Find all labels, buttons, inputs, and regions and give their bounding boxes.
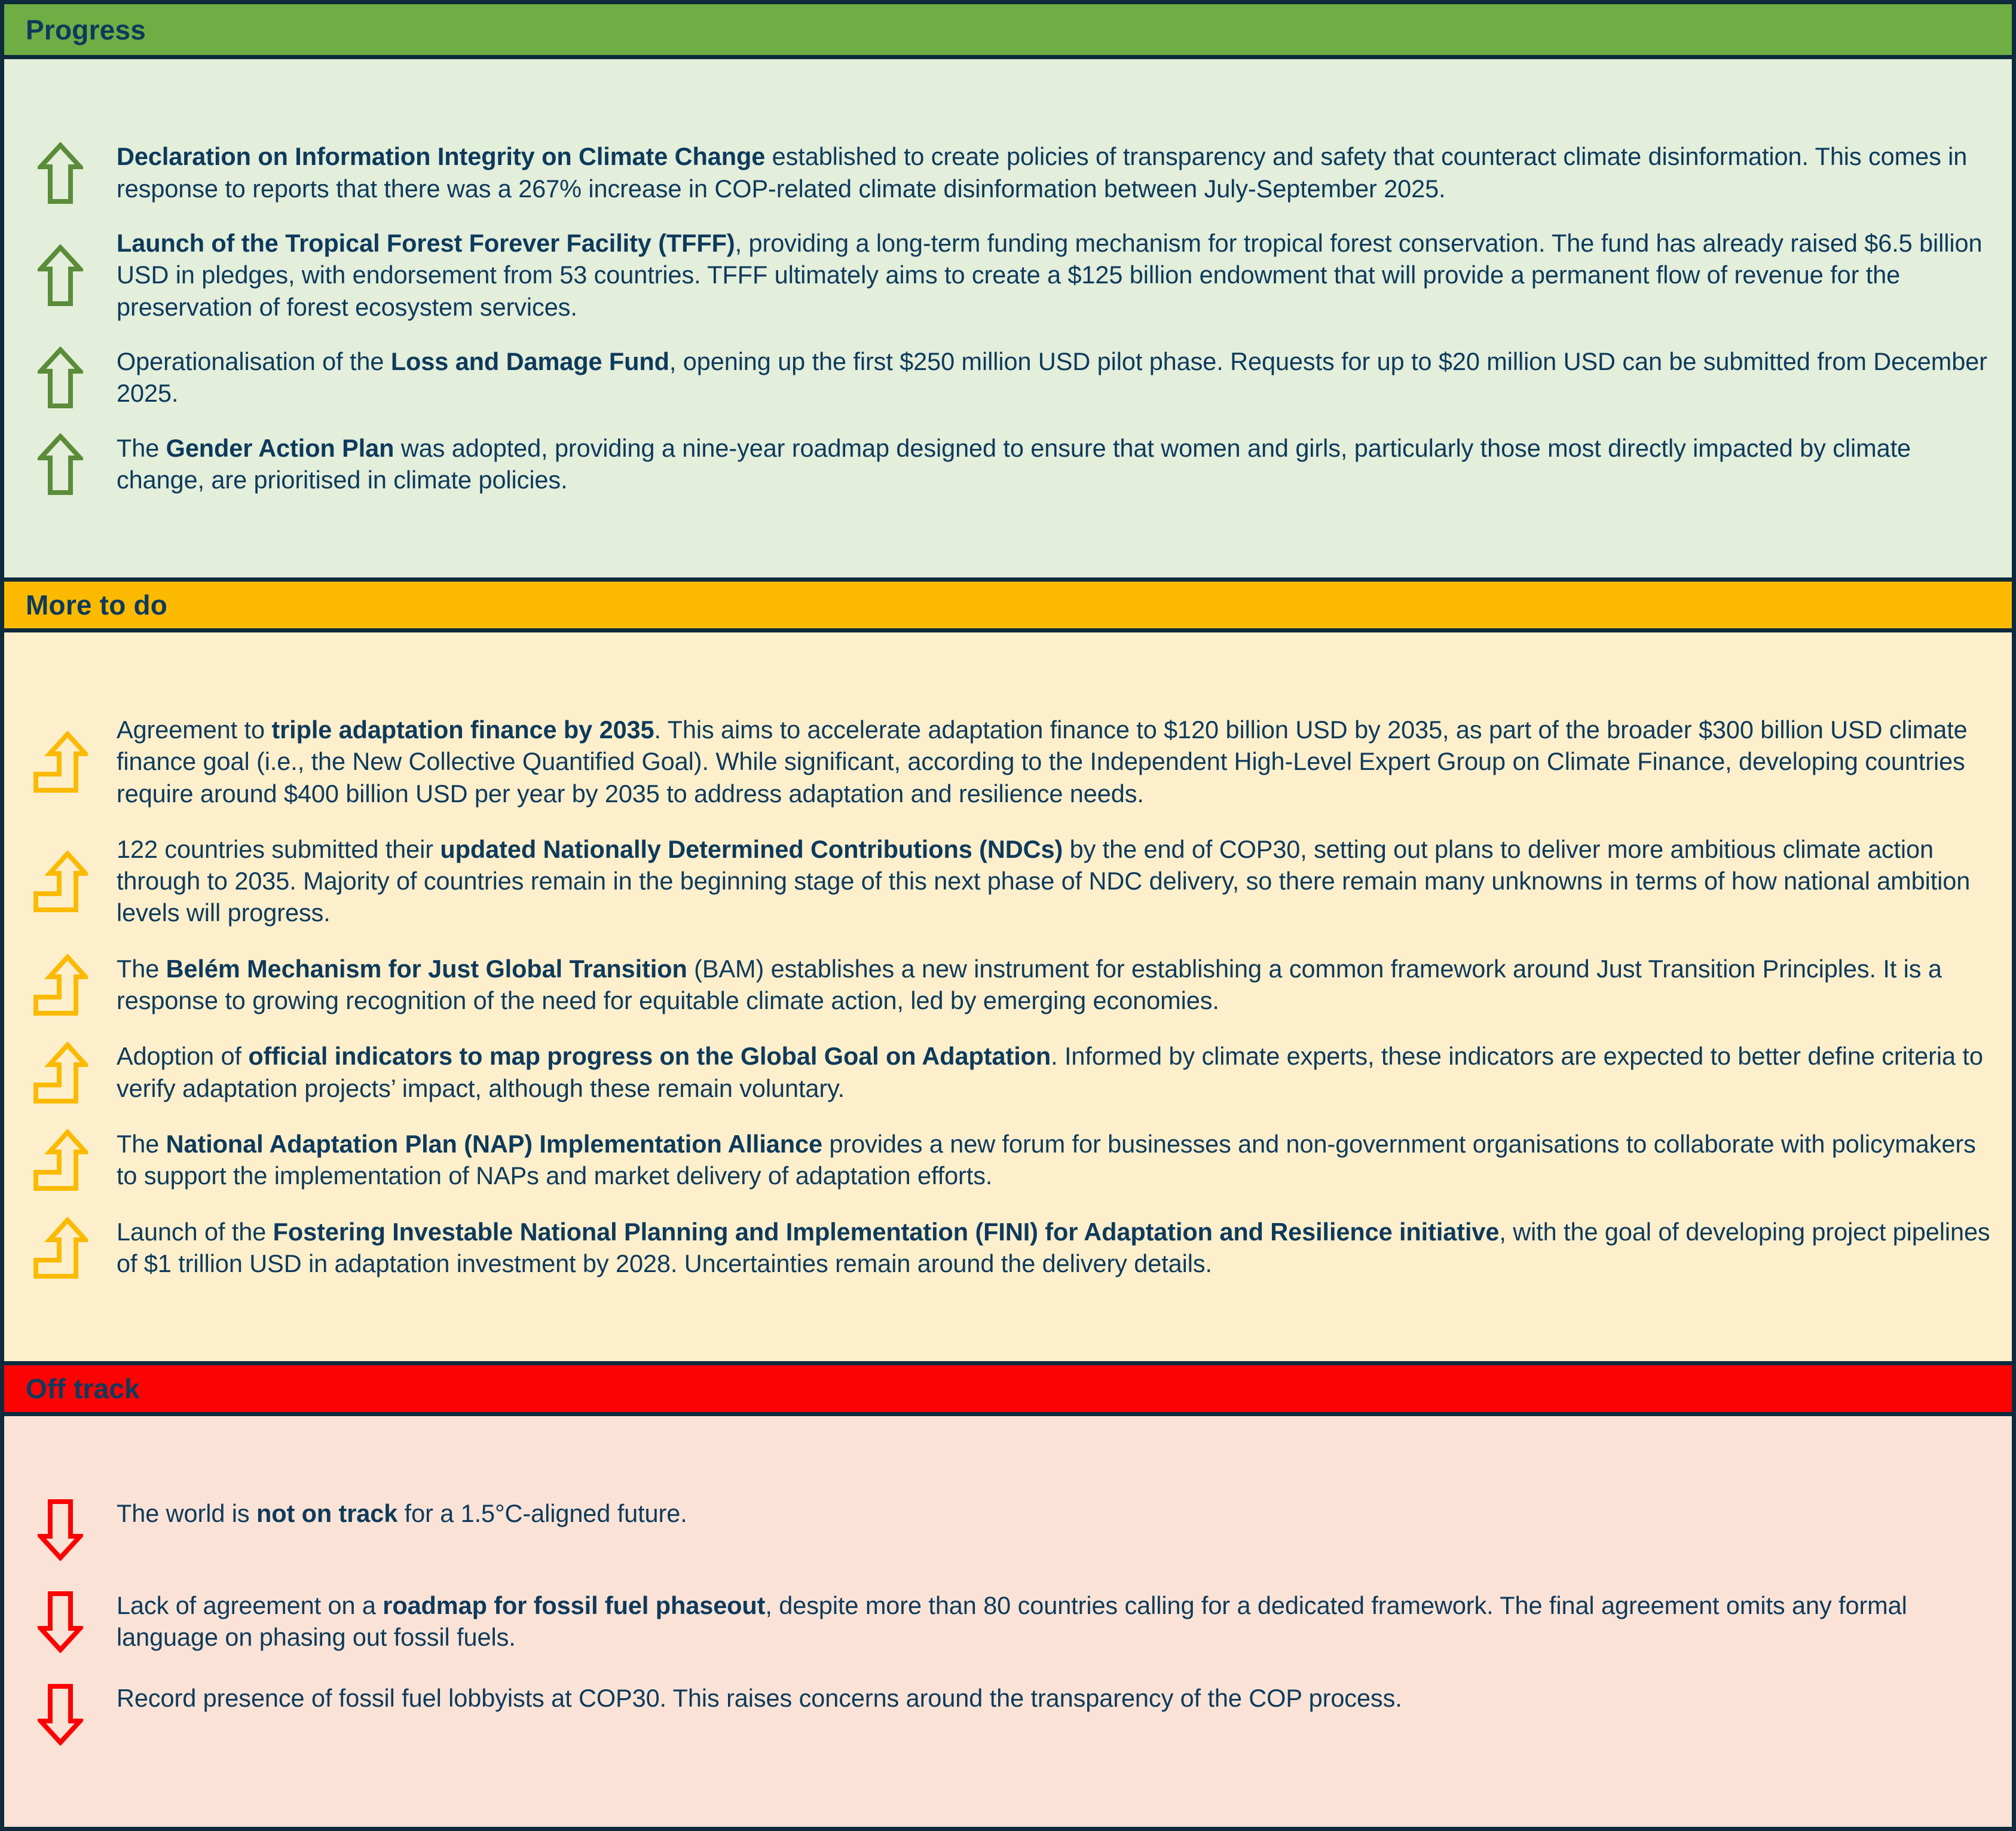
list-item-text	[117, 1128, 1993, 1192]
body-text: Agreement to	[117, 715, 272, 744]
list-item	[4, 1040, 2012, 1104]
body-text: (BAM) establishes a new instrument for establishing a common framework around Just Transition Principles. It is a response to growing recognition of the need for equitable climate action, led by emerging economies.	[117, 954, 1942, 1015]
list-item	[4, 227, 2012, 323]
body-text: , with the goal of developing project pipelines of $1 trillion USD in adaptation investment by 2028. Uncertainties remain around the delivery details.	[117, 1217, 1990, 1277]
body-text: established to create policies of transparency and safety that counteract climate disinformation. This comes in response to reports that there was a 267% increase in COP-related climate disinformation between July-September 2025.	[117, 142, 1968, 203]
emphasis-text: not on track	[256, 1499, 398, 1528]
body-text: Operationalisation of the	[117, 347, 391, 375]
body-text: was adopted, providing a nine-year roadmap designed to ensure that women and girls, particularly those most directly impacted by climate change, are prioritised in climate policies.	[117, 433, 1911, 494]
body-text: Record presence of fossil fuel lobbyists at COP30. This raises concerns around the transparency of the COP process.	[117, 1683, 1402, 1712]
arrow-turn-up-icon	[4, 1216, 117, 1279]
arrow-up-icon	[4, 243, 117, 307]
body-text: Launch of the	[117, 1217, 273, 1246]
list-item	[4, 833, 2012, 929]
section-title-more-to-do: More to do	[26, 589, 168, 620]
body-text: Lack of agreement on a	[117, 1591, 383, 1620]
arrow-up-icon	[4, 346, 117, 409]
list-item-text	[117, 1682, 1993, 1714]
list-item-text	[117, 432, 1993, 496]
arrow-down-icon	[4, 1589, 117, 1653]
emphasis-text: updated Nationally Determined Contributions (NDCs)	[440, 835, 1063, 863]
list-item	[4, 1682, 2012, 1746]
section-header-off-track	[4, 1361, 2012, 1416]
emphasis-text: triple adaptation finance by 2035	[271, 715, 654, 744]
list-item	[4, 1589, 2012, 1653]
arrow-turn-up-icon	[4, 1041, 117, 1104]
list-item	[4, 432, 2012, 496]
section-title-off-track: Off track	[26, 1373, 140, 1404]
arrow-turn-up-icon	[4, 849, 117, 913]
body-text: . Informed by climate experts, these indicators are expected to better define criteria to verify adaptation projects’ impact, although these remain voluntary.	[117, 1042, 1983, 1102]
body-text: The world is	[117, 1499, 256, 1528]
emphasis-text: official indicators to map progress on the Global Goal on Adaptation	[248, 1042, 1051, 1071]
section-header-progress	[4, 4, 2012, 59]
emphasis-text: Loss and Damage Fund	[390, 347, 669, 375]
arrow-turn-up-icon	[4, 730, 117, 793]
emphasis-text: Gender Action Plan	[166, 433, 394, 462]
emphasis-text: roadmap for fossil fuel phaseout	[383, 1591, 766, 1620]
arrow-down-icon	[4, 1497, 117, 1561]
list-item-text	[117, 1216, 1993, 1280]
section-body-progress	[4, 59, 2012, 577]
list-item-text	[117, 714, 1993, 809]
section-header-more-to-do	[4, 577, 2012, 632]
body-text: for a 1.5°C-aligned future.	[397, 1499, 687, 1528]
body-text: 122 countries submitted their	[117, 835, 440, 863]
list-item-text	[117, 227, 1993, 323]
list-item	[4, 1216, 2012, 1280]
body-text: provides a new forum for businesses and non-government organisations to collaborate with policymakers to support the implementation of NAPs and market delivery of adaptation efforts.	[117, 1130, 1976, 1190]
list-item-text	[117, 1040, 1993, 1104]
arrow-up-icon	[4, 432, 117, 496]
arrow-down-icon	[4, 1682, 117, 1746]
list-item	[4, 1497, 2012, 1561]
body-text: , providing a long-term funding mechanism for tropical forest conservation. The fund has already raised $6.5 billion USD in pledges, with endorsement from 53 countries. TFFF ultimately aims to create a $125 billion endowment that will provide a permanent flow of revenue for the preservation of forest ecosystem services.	[117, 228, 1983, 321]
section-title-progress: Progress	[26, 14, 146, 45]
body-text: The	[117, 954, 166, 983]
body-text: Adoption of	[117, 1042, 249, 1071]
body-text: The	[117, 1130, 166, 1158]
body-text: , despite more than 80 countries calling for a dedicated framework. The final agreement omits any formal language on phasing out fossil fuels.	[117, 1591, 1907, 1652]
section-body-more-to-do	[4, 632, 2012, 1361]
list-item-text	[117, 346, 1993, 409]
emphasis-text: Fostering Investable National Planning and Implementation (FINI) for Adaptation and Resilience initiative	[273, 1217, 1500, 1246]
body-text: . This aims to accelerate adaptation finance to $120 billion USD by 2035, as part of the broader $300 billion USD climate finance goal (i.e., the New Collective Quantified Goal). While significant, according to the Independent High-Level Expert Group on Climate Finance, developing countries require around $400 billion USD per year by 2035 to address adaptation and resilience needs.	[117, 715, 1968, 808]
emphasis-text: Belém Mechanism for Just Global Transition	[166, 954, 687, 983]
section-body-off-track	[4, 1416, 2012, 1827]
list-item-text	[117, 1497, 1993, 1529]
body-text: , opening up the first $250 million USD pilot phase. Requests for up to $20 million USD can be submitted from December 2025.	[117, 347, 1987, 408]
list-item-text	[117, 140, 1993, 204]
list-item	[4, 1128, 2012, 1192]
arrow-turn-up-icon	[4, 1128, 117, 1191]
body-text: The	[117, 433, 166, 462]
list-item-text	[117, 1589, 1993, 1653]
emphasis-text: Declaration on Information Integrity on Climate Change	[117, 142, 766, 171]
list-item-text	[117, 833, 1993, 929]
emphasis-text: Launch of the Tropical Forest Forever Facility (TFFF)	[117, 228, 735, 257]
list-item	[4, 140, 2012, 204]
list-item	[4, 953, 2012, 1017]
arrow-up-icon	[4, 141, 117, 204]
body-text: by the end of COP30, setting out plans to deliver more ambitious climate action through to 2035. Majority of countries remain in the beginning stage of this next phase of NDC delivery, so there remain many unknowns in terms of how national ambition levels will progress.	[117, 835, 1971, 927]
list-item	[4, 714, 2012, 809]
list-item	[4, 346, 2012, 409]
emphasis-text: National Adaptation Plan (NAP) Implementation Alliance	[166, 1130, 822, 1158]
list-item-text	[117, 953, 1993, 1017]
arrow-turn-up-icon	[4, 953, 117, 1016]
